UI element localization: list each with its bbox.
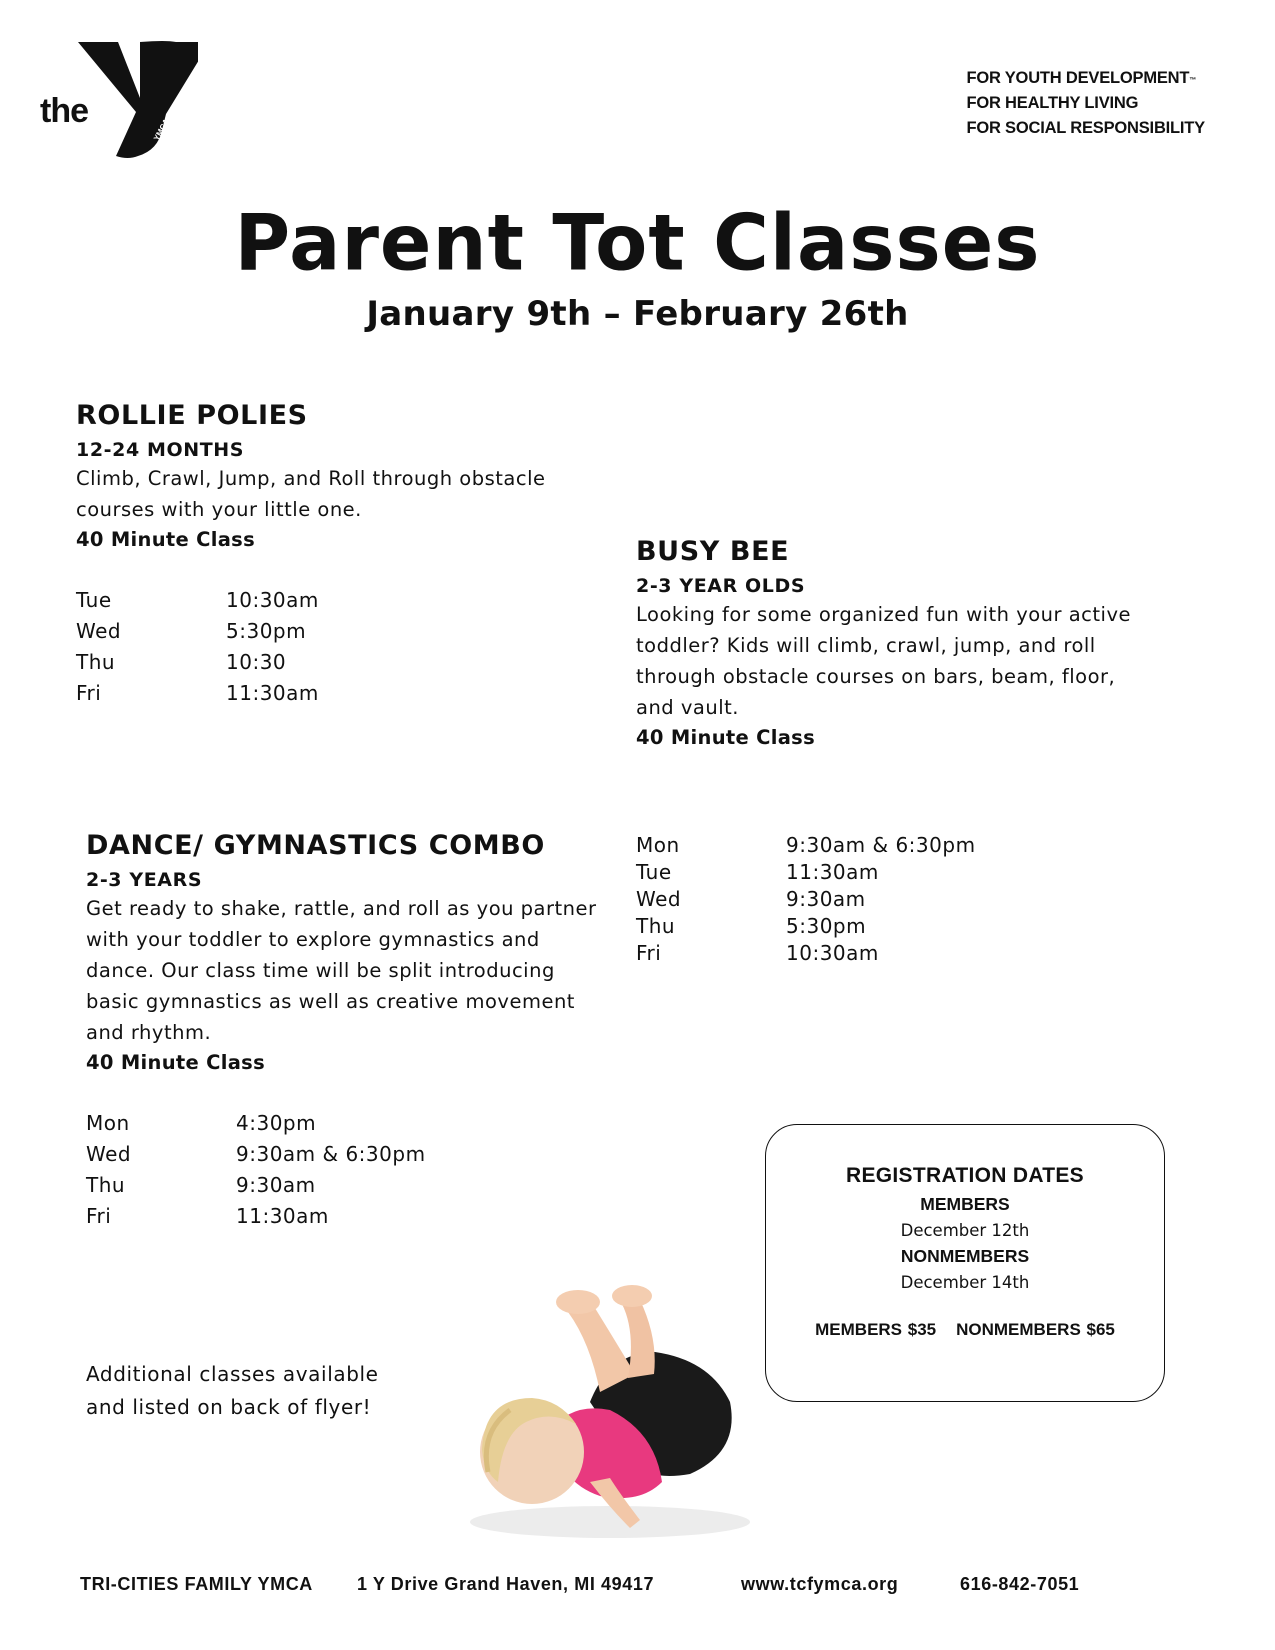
schedule-row: Thu 9:30am — [86, 1173, 316, 1197]
class-description: Get ready to shake, rattle, and roll as you partner with your toddler to explore gymnastics and dance. Our class time will be split introducing basic gymnastics as well as creative movement and rhythm. — [86, 897, 597, 1044]
y-logo-icon — [78, 40, 198, 160]
schedule-row: Wed 9:30am & 6:30pm — [86, 1142, 426, 1166]
members-price: MEMBERS $35 — [815, 1320, 937, 1339]
class-age: 12-24 MONTHS — [76, 439, 245, 461]
registration-box — [765, 1124, 1165, 1402]
schedule-row: Tue 10:30am — [76, 588, 319, 612]
tagline-2: FOR HEALTHY LIVING — [966, 94, 1139, 112]
busy-bee-schedule — [636, 832, 976, 967]
footer — [0, 1574, 1275, 1604]
schedule-row: Mon 9:30am & 6:30pm — [636, 833, 976, 857]
footer-website[interactable]: www.tcfymca.org — [741, 1574, 899, 1594]
schedule-row: Wed 5:30pm — [76, 619, 307, 643]
registration-title: REGISTRATION DATES — [846, 1164, 1084, 1187]
schedule-row: Thu 5:30pm — [636, 914, 867, 938]
logo-word-the: the — [40, 92, 88, 130]
class-description: Looking for some organized fun with your active toddler? Kids will climb, crawl, jump, and roll through obstacle courses on bars, beam, floor, and vault. — [636, 603, 1132, 719]
tagline-3: FOR SOCIAL RESPONSIBILITY — [966, 119, 1205, 137]
page-title: Parent Tot Classes — [234, 197, 1041, 288]
class-age: 2-3 YEAR OLDS — [636, 575, 806, 597]
schedule-row: Wed 9:30am — [636, 887, 866, 911]
class-duration: 40 Minute Class — [86, 1051, 265, 1074]
schedule-row: Tue 11:30am — [636, 860, 879, 884]
tagline-1: FOR YOUTH DEVELOPMENT™ — [966, 69, 1197, 87]
schedule-row: Thu 10:30 — [76, 650, 287, 674]
class-description: Climb, Crawl, Jump, and Roll through obstacle courses with your little one. — [76, 467, 546, 521]
ymca-logo — [36, 40, 206, 170]
footer-address: 1 Y Drive Grand Haven, MI 49417 — [357, 1574, 655, 1594]
class-rollie-polies — [76, 400, 636, 709]
class-duration: 40 Minute Class — [76, 528, 255, 551]
prices — [766, 1320, 1164, 1340]
schedule-row: Fri 10:30am — [636, 941, 879, 965]
class-duration: 40 Minute Class — [636, 726, 815, 749]
additional-classes-note: Additional classes available and listed on back of flyer! — [86, 1362, 379, 1419]
schedule-row: Fri 11:30am — [76, 681, 319, 705]
toddler-photo — [440, 1282, 760, 1548]
schedule-row: Fri 11:30am — [86, 1204, 329, 1228]
class-heading: DANCE/ GYMNASTICS COMBO — [86, 830, 545, 861]
class-schedule — [86, 1108, 646, 1232]
members-label: MEMBERS — [920, 1194, 1010, 1214]
class-heading: BUSY BEE — [636, 536, 790, 567]
class-schedule — [76, 585, 636, 709]
footer-org: TRI-CITIES FAMILY YMCA — [80, 1574, 313, 1594]
logo-ymca-text: YMCA — [152, 117, 172, 143]
class-busy-bee — [636, 536, 1196, 753]
nonmembers-label: NONMEMBERS — [900, 1246, 1030, 1266]
class-age: 2-3 YEARS — [86, 869, 203, 891]
class-dance-gymnastics — [86, 830, 646, 1232]
date-range: January 9th – February 26th — [366, 294, 909, 334]
taglines — [966, 66, 1205, 141]
schedule-row: Mon 4:30pm — [86, 1111, 317, 1135]
nonmembers-date: December 14th — [900, 1273, 1030, 1292]
nonmembers-price: NONMEMBERS $65 — [956, 1320, 1115, 1339]
class-heading: ROLLIE POLIES — [76, 400, 308, 431]
logo-trademark: ™ — [186, 42, 194, 51]
members-date: December 12th — [900, 1221, 1030, 1240]
footer-phone: 616-842-7051 — [960, 1574, 1080, 1594]
tagline-trademark: ™ — [1189, 77, 1197, 84]
